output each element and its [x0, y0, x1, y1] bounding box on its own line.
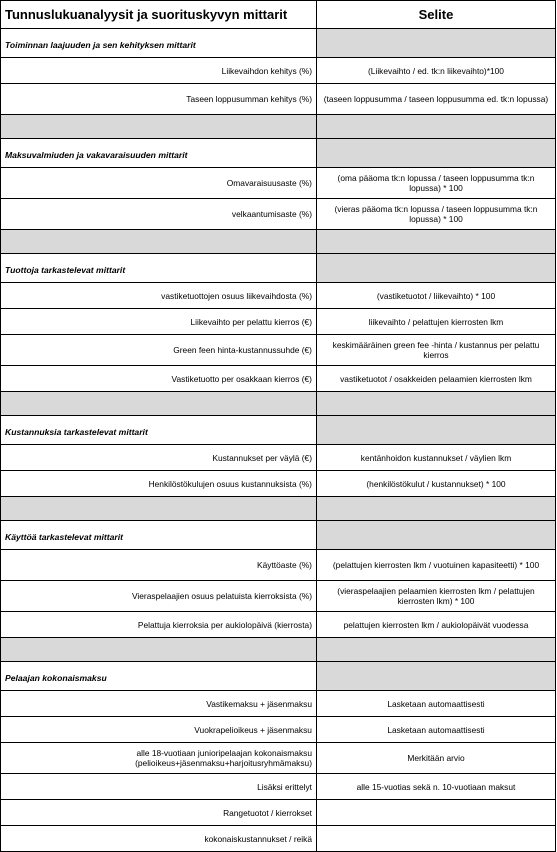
section-title: Maksuvalmiuden ja vakavaraisuuden mittarit [1, 139, 317, 168]
table-row [1, 471, 556, 497]
spacer-cell [1, 392, 317, 416]
metric-description: pelattujen kierrosten lkm / aukiolopäivät vuodessa [316, 612, 555, 638]
section-row [1, 662, 556, 691]
metric-label: Käyttöaste (%) [1, 550, 317, 581]
section-row [1, 29, 556, 58]
metric-label: Taseen loppusumman kehitys (%) [1, 84, 317, 115]
spacer-cell [316, 230, 555, 254]
spacer-row [1, 638, 556, 662]
table-row [1, 309, 556, 335]
spacer-row [1, 497, 556, 521]
metric-label: Vastikemaksu + jäsenmaksu [1, 691, 317, 717]
table-row [1, 366, 556, 392]
spacer-cell [316, 392, 555, 416]
metric-label: Vastiketuotto per osakkaan kierros (€) [1, 366, 317, 392]
table-row [1, 612, 556, 638]
metric-description: (henkilöstökulut / kustannukset) * 100 [316, 471, 555, 497]
section-filler [316, 139, 555, 168]
metric-description [316, 826, 555, 852]
metric-label: Vieraspelaajien osuus pelatuista kierroksista (%) [1, 581, 317, 612]
metric-label: Kustannukset per väylä (€) [1, 445, 317, 471]
metric-label: Green feen hinta-kustannussuhde (€) [1, 335, 317, 366]
metric-description: alle 15-vuotias sekä n. 10-vuotiaan maksut [316, 774, 555, 800]
section-row [1, 521, 556, 550]
section-row [1, 416, 556, 445]
metric-label: Liikevaihdon kehitys (%) [1, 58, 317, 84]
table-row [1, 58, 556, 84]
metric-label: vastiketuottojen osuus liikevaihdosta (%) [1, 283, 317, 309]
section-filler [316, 521, 555, 550]
section-filler [316, 29, 555, 58]
metric-description: (oma pääoma tk:n lopussa / taseen loppusumma tk:n lopussa) * 100 [316, 168, 555, 199]
table-row [1, 800, 556, 826]
section-filler [316, 662, 555, 691]
metric-description: Lasketaan automaattisesti [316, 717, 555, 743]
header-metrics: Tunnuslukuanalyysit ja suorituskyvyn mittarit [1, 1, 317, 29]
section-row [1, 254, 556, 283]
spacer-cell [316, 497, 555, 521]
metric-label: Henkilöstökulujen osuus kustannuksista (%) [1, 471, 317, 497]
metric-description: (vieraspelaajien pelaamien kierrosten lkm / pelattujen kierrosten lkm) * 100 [316, 581, 555, 612]
metric-description: (taseen loppusumma / taseen loppusumma ed. tk:n lopussa) [316, 84, 555, 115]
spacer-cell [1, 230, 317, 254]
metric-label: Vuokrapelioikeus + jäsenmaksu [1, 717, 317, 743]
section-row [1, 139, 556, 168]
metric-description [316, 800, 555, 826]
table-row [1, 691, 556, 717]
metric-label: alle 18-vuotiaan junioripelaajan kokonaismaksu (pelioikeus+jäsenmaksu+harjoitusryhmämaksu) [1, 743, 317, 774]
metric-description: liikevaihto / pelattujen kierrosten lkm [316, 309, 555, 335]
table-row [1, 445, 556, 471]
metric-description: Merkitään arvio [316, 743, 555, 774]
spacer-cell [1, 115, 317, 139]
metric-description: Lasketaan automaattisesti [316, 691, 555, 717]
table-row [1, 550, 556, 581]
table-row [1, 581, 556, 612]
metric-description: kentänhoidon kustannukset / väylien lkm [316, 445, 555, 471]
table-row [1, 826, 556, 852]
spacer-row [1, 392, 556, 416]
metric-label: Pelattuja kierroksia per aukiolopäivä (kierrosta) [1, 612, 317, 638]
metric-description: (Liikevaihto / ed. tk:n liikevaihto)*100 [316, 58, 555, 84]
section-filler [316, 254, 555, 283]
header-row [1, 1, 556, 29]
metric-description: keskimääräinen green fee -hinta / kustannus per pelattu kierros [316, 335, 555, 366]
table-row [1, 199, 556, 230]
metric-description: vastiketuotot / osakkeiden pelaamien kierrosten lkm [316, 366, 555, 392]
table-row [1, 743, 556, 774]
table-row [1, 774, 556, 800]
spacer-cell [1, 638, 317, 662]
metric-label: velkaantumisaste (%) [1, 199, 317, 230]
spacer-row [1, 115, 556, 139]
metric-label: kokonaiskustannukset / reikä [1, 826, 317, 852]
metric-description: (pelattujen kierrosten lkm / vuotuinen kapasiteetti) * 100 [316, 550, 555, 581]
spacer-cell [316, 638, 555, 662]
section-title: Käyttöä tarkastelevat mittarit [1, 521, 317, 550]
section-title: Kustannuksia tarkastelevat mittarit [1, 416, 317, 445]
table-row [1, 168, 556, 199]
table-row [1, 335, 556, 366]
section-title: Toiminnan laajuuden ja sen kehityksen mittarit [1, 29, 317, 58]
section-title: Pelaajan kokonaismaksu [1, 662, 317, 691]
section-filler [316, 416, 555, 445]
spacer-row [1, 230, 556, 254]
section-title: Tuottoja tarkastelevat mittarit [1, 254, 317, 283]
spacer-cell [1, 497, 317, 521]
metric-label: Lisäksi erittelyt [1, 774, 317, 800]
metric-description: (vieras pääoma tk:n lopussa / taseen loppusumma tk:n lopussa) * 100 [316, 199, 555, 230]
metric-label: Rangetuotot / kierrokset [1, 800, 317, 826]
table-row [1, 717, 556, 743]
metric-description: (vastiketuotot / liikevaihto) * 100 [316, 283, 555, 309]
metric-label: Liikevaihto per pelattu kierros (€) [1, 309, 317, 335]
metric-label: Omavaraisuusaste (%) [1, 168, 317, 199]
table-row [1, 84, 556, 115]
header-description: Selite [316, 1, 555, 29]
spacer-cell [316, 115, 555, 139]
table-row [1, 283, 556, 309]
